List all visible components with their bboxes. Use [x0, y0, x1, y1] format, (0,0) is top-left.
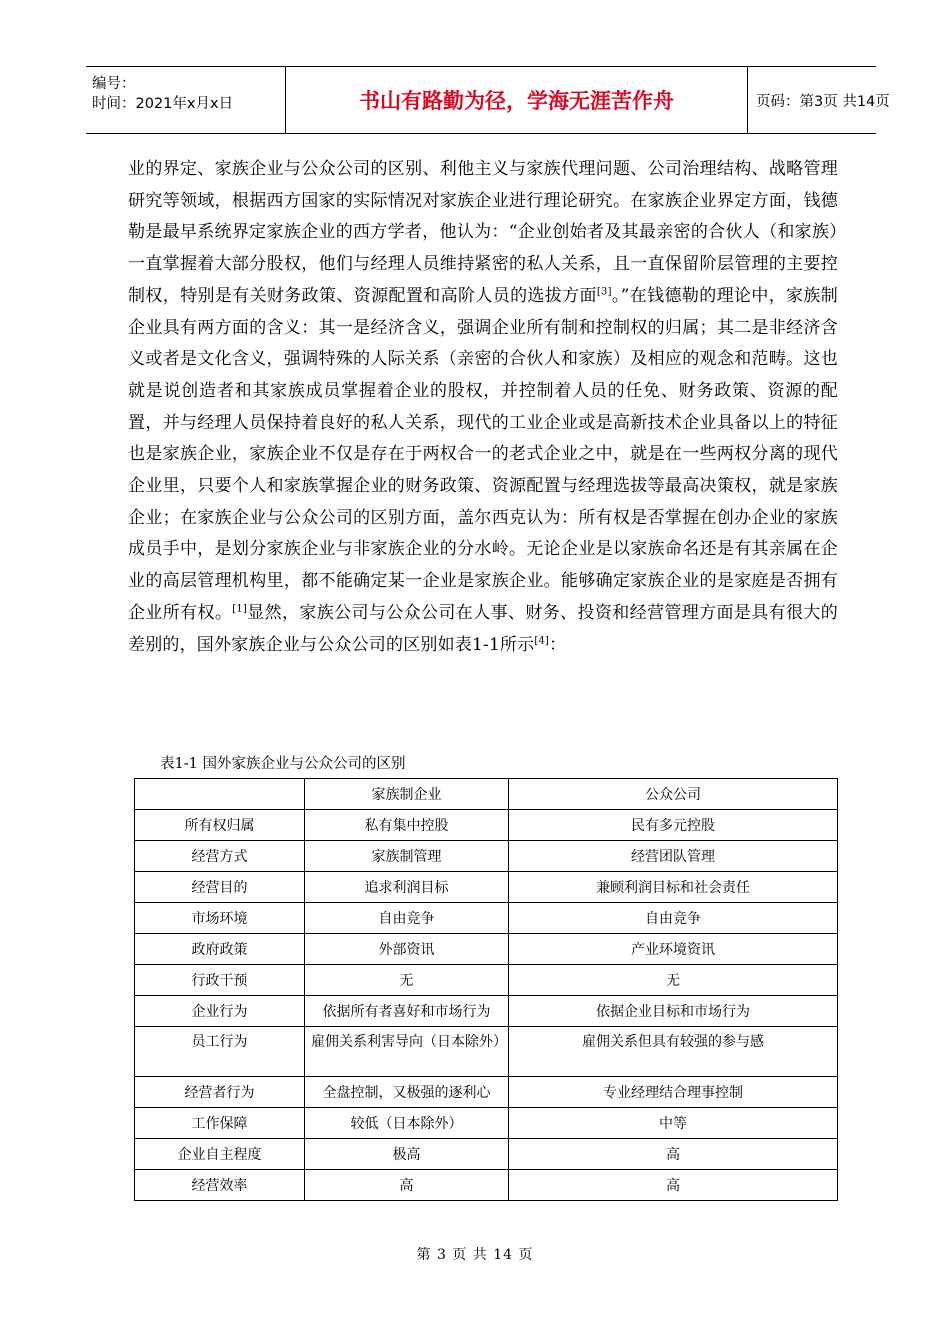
table-row — [135, 872, 838, 903]
row-label-cell: 企业行为 — [135, 996, 305, 1027]
citation-3: [3] — [596, 286, 612, 298]
table-cell: 高 — [509, 1170, 838, 1201]
table-cell: 极高 — [305, 1139, 509, 1170]
table-cell: 全盘控制，又极强的逐利心 — [305, 1077, 509, 1108]
table-row — [135, 965, 838, 996]
row-label-cell: 经营目的 — [135, 872, 305, 903]
table-cell: 依据所有者喜好和市场行为 — [305, 996, 509, 1027]
comparison-table — [134, 778, 838, 1201]
header-page-number: 页码：第3页 共14页 — [756, 93, 890, 110]
table-row — [135, 810, 838, 841]
table-cell: 高 — [305, 1170, 509, 1201]
table-cell: 民有多元控股 — [509, 810, 838, 841]
doc-time-label: 时间：2021年x月x日 — [92, 96, 234, 112]
paragraph-text-3: 显然，家族公司与公众公司在人事、财务、投资和经营管理方面是具有很大的差别的，国外家族企业与公众公司的区别如表1-1所示 — [128, 602, 838, 655]
table-header-cell: 公众公司 — [509, 779, 838, 810]
row-label-cell: 经营方式 — [135, 841, 305, 872]
page-footer: 第 3 页 共 14 页 — [416, 1247, 534, 1263]
table-cell: 经营团队管理 — [509, 841, 838, 872]
citation-1: [1] — [232, 603, 248, 615]
table-row — [135, 903, 838, 934]
row-label-cell: 经营效率 — [135, 1170, 305, 1201]
table-cell: 家族制管理 — [305, 841, 509, 872]
page-header — [86, 66, 890, 134]
table-cell: 高 — [509, 1139, 838, 1170]
table-row — [135, 996, 838, 1027]
citation-4: [4] — [534, 634, 550, 646]
row-label-cell: 所有权归属 — [135, 810, 305, 841]
doc-number-label: 编号： — [92, 76, 136, 92]
table-cell: 专业经理结合理事控制 — [509, 1077, 838, 1108]
paragraph-text-1: 业的界定、家族企业与公众公司的区别、利他主义与家族代理问题、公司治理结构、战略管理研究等领域，根据西方国家的实际情况对家族企业进行理论研究。在家族企业界定方面，钱德勒是最早系统界定家族企业的西方学者，他认为：“企业创始者及其最亲密的合伙人（和家族）一直掌握着大部分股权，他们与经理人员维持紧密的私人关系，且一直保留阶层管理的主要控制权，特别是有关财务政策、资源配置和高阶人员的选拔方面 — [128, 159, 838, 306]
table-caption: 表1-1 国外家族企业与公众公司的区别 — [160, 756, 406, 772]
table-cell: 私有集中控股 — [305, 810, 509, 841]
row-label-cell: 员工行为 — [135, 1027, 305, 1077]
table-cell: 产业环境资讯 — [509, 934, 838, 965]
table-cell: 雇佣关系利害导向（日本除外） — [305, 1027, 509, 1077]
table-cell: 无 — [509, 965, 838, 996]
table-cell: 中等 — [509, 1108, 838, 1139]
table-cell: 无 — [305, 965, 509, 996]
table-row — [135, 1139, 838, 1170]
table-row — [135, 1027, 838, 1077]
table-row — [135, 1170, 838, 1201]
header-meta — [86, 67, 286, 133]
table-header-cell — [135, 779, 305, 810]
table-cell: 兼顾利润目标和社会责任 — [509, 872, 838, 903]
paragraph-text-4: ： — [549, 634, 567, 655]
table-row — [135, 1077, 838, 1108]
header-motto: 书山有路勤为径，学海无涯苦作舟 — [286, 67, 748, 133]
table-cell: 依据企业目标和市场行为 — [509, 996, 838, 1027]
row-label-cell: 行政干预 — [135, 965, 305, 996]
row-label-cell: 政府政策 — [135, 934, 305, 965]
table-row — [135, 934, 838, 965]
body-paragraph — [128, 154, 838, 661]
row-label-cell: 市场环境 — [135, 903, 305, 934]
table-cell: 雇佣关系但具有较强的参与感 — [509, 1027, 838, 1077]
row-label-cell: 企业自主程度 — [135, 1139, 305, 1170]
paragraph-text-2: 。”在钱德勒的理论中，家族制企业具有两方面的含义：其一是经济含义，强调企业所有制和控制权的归属；其二是非经济含义或者是文化含义，强调特殊的人际关系（亲密的合伙人和家族）及相应的观念和范畴。这也就是说创造者和其家族成员掌握着企业的股权，并控制着人员的任免、财务政策、资源的配置，并与经理人员保持着良好的私人关系，现代的工业企业或是高新技术企业具备以上的特征也是家族企业，家族企业不仅是存在于两权合一的老式企业之中，就是在一些两权分离的现代企业里，只要个人和家族掌握企业的财务政策、资源配置与经理选拔等最高决策权，就是家族企业；在家族企业与公众公司的区别方面，盖尔西克认为：所有权是否掌握在创办企业的家族成员手中，是划分家族企业与非家族企业的分水岭。无论企业是以家族命名还是有其亲属在企业的高层管理机构里，都不能确定某一企业是家族企业。能够确定家族企业的是家庭是否拥有企业所有权。 — [128, 285, 838, 623]
table-row — [135, 1108, 838, 1139]
row-label-cell: 经营者行为 — [135, 1077, 305, 1108]
comparison-table-body — [135, 779, 838, 1201]
table-cell: 自由竞争 — [305, 903, 509, 934]
table-header-row — [135, 779, 838, 810]
table-cell: 追求利润目标 — [305, 872, 509, 903]
table-cell: 外部资讯 — [305, 934, 509, 965]
table-cell: 较低（日本除外） — [305, 1108, 509, 1139]
table-row — [135, 841, 838, 872]
table-header-cell: 家族制企业 — [305, 779, 509, 810]
row-label-cell: 工作保障 — [135, 1108, 305, 1139]
table-cell: 自由竞争 — [509, 903, 838, 934]
